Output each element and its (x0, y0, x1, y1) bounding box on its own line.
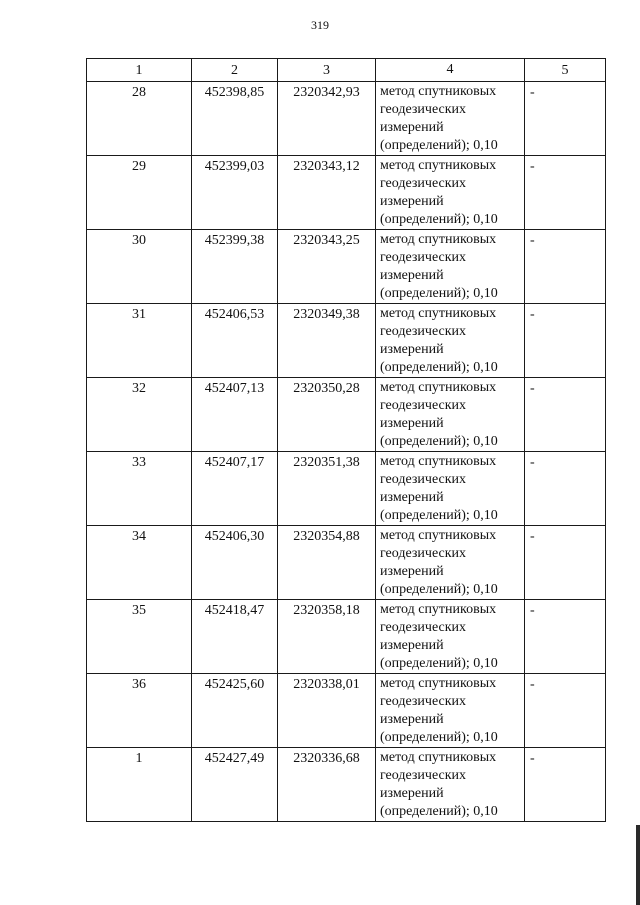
column-header-1: 1 (87, 59, 192, 82)
column-header-3: 3 (278, 59, 376, 82)
coordinate-y: 2320336,68 (278, 748, 376, 822)
point-number: 29 (87, 156, 192, 230)
coordinate-x: 452427,49 (192, 748, 278, 822)
coordinate-y: 2320349,38 (278, 304, 376, 378)
method-accuracy: метод спутниковых геодезических измерений (определений); 0,10 (376, 526, 525, 600)
note: - (525, 82, 606, 156)
method-accuracy: метод спутниковых геодезических измерений (определений); 0,10 (376, 82, 525, 156)
table-row (87, 378, 606, 452)
coordinate-x: 452399,38 (192, 230, 278, 304)
coordinate-y: 2320358,18 (278, 600, 376, 674)
note: - (525, 674, 606, 748)
coordinate-y: 2320343,12 (278, 156, 376, 230)
table-row (87, 230, 606, 304)
coordinate-y: 2320338,01 (278, 674, 376, 748)
page-number: 319 (311, 18, 329, 32)
coordinate-x: 452425,60 (192, 674, 278, 748)
table-row (87, 526, 606, 600)
coordinates-table (86, 58, 606, 822)
note: - (525, 526, 606, 600)
coordinate-y: 2320350,28 (278, 378, 376, 452)
method-accuracy: метод спутниковых геодезических измерений (определений); 0,10 (376, 674, 525, 748)
point-number: 30 (87, 230, 192, 304)
note: - (525, 378, 606, 452)
method-accuracy: метод спутниковых геодезических измерений (определений); 0,10 (376, 748, 525, 822)
note: - (525, 452, 606, 526)
coordinate-y: 2320351,38 (278, 452, 376, 526)
table-row (87, 674, 606, 748)
point-number: 1 (87, 748, 192, 822)
point-number: 32 (87, 378, 192, 452)
method-accuracy: метод спутниковых геодезических измерений (определений); 0,10 (376, 600, 525, 674)
column-header-4: 4 (376, 59, 525, 82)
point-number: 31 (87, 304, 192, 378)
coordinate-x: 452407,17 (192, 452, 278, 526)
point-number: 28 (87, 82, 192, 156)
note: - (525, 600, 606, 674)
table-row (87, 304, 606, 378)
note: - (525, 304, 606, 378)
coordinate-y: 2320354,88 (278, 526, 376, 600)
point-number: 34 (87, 526, 192, 600)
table-row (87, 452, 606, 526)
coordinate-x: 452418,47 (192, 600, 278, 674)
method-accuracy: метод спутниковых геодезических измерений (определений); 0,10 (376, 230, 525, 304)
table-row (87, 156, 606, 230)
coordinate-x: 452399,03 (192, 156, 278, 230)
coordinate-y: 2320343,25 (278, 230, 376, 304)
method-accuracy: метод спутниковых геодезических измерений (определений); 0,10 (376, 378, 525, 452)
point-number: 33 (87, 452, 192, 526)
point-number: 35 (87, 600, 192, 674)
method-accuracy: метод спутниковых геодезических измерений (определений); 0,10 (376, 304, 525, 378)
note: - (525, 230, 606, 304)
table-row (87, 748, 606, 822)
method-accuracy: метод спутниковых геодезических измерений (определений); 0,10 (376, 452, 525, 526)
table-row (87, 82, 606, 156)
coordinate-x: 452407,13 (192, 378, 278, 452)
column-header-5: 5 (525, 59, 606, 82)
coordinate-x: 452406,30 (192, 526, 278, 600)
table-header-row (87, 59, 606, 82)
point-number: 36 (87, 674, 192, 748)
column-header-2: 2 (192, 59, 278, 82)
scan-edge-mark (636, 825, 640, 905)
table-row (87, 600, 606, 674)
coordinate-y: 2320342,93 (278, 82, 376, 156)
coordinate-x: 452398,85 (192, 82, 278, 156)
note: - (525, 748, 606, 822)
method-accuracy: метод спутниковых геодезических измерений (определений); 0,10 (376, 156, 525, 230)
note: - (525, 156, 606, 230)
coordinate-x: 452406,53 (192, 304, 278, 378)
